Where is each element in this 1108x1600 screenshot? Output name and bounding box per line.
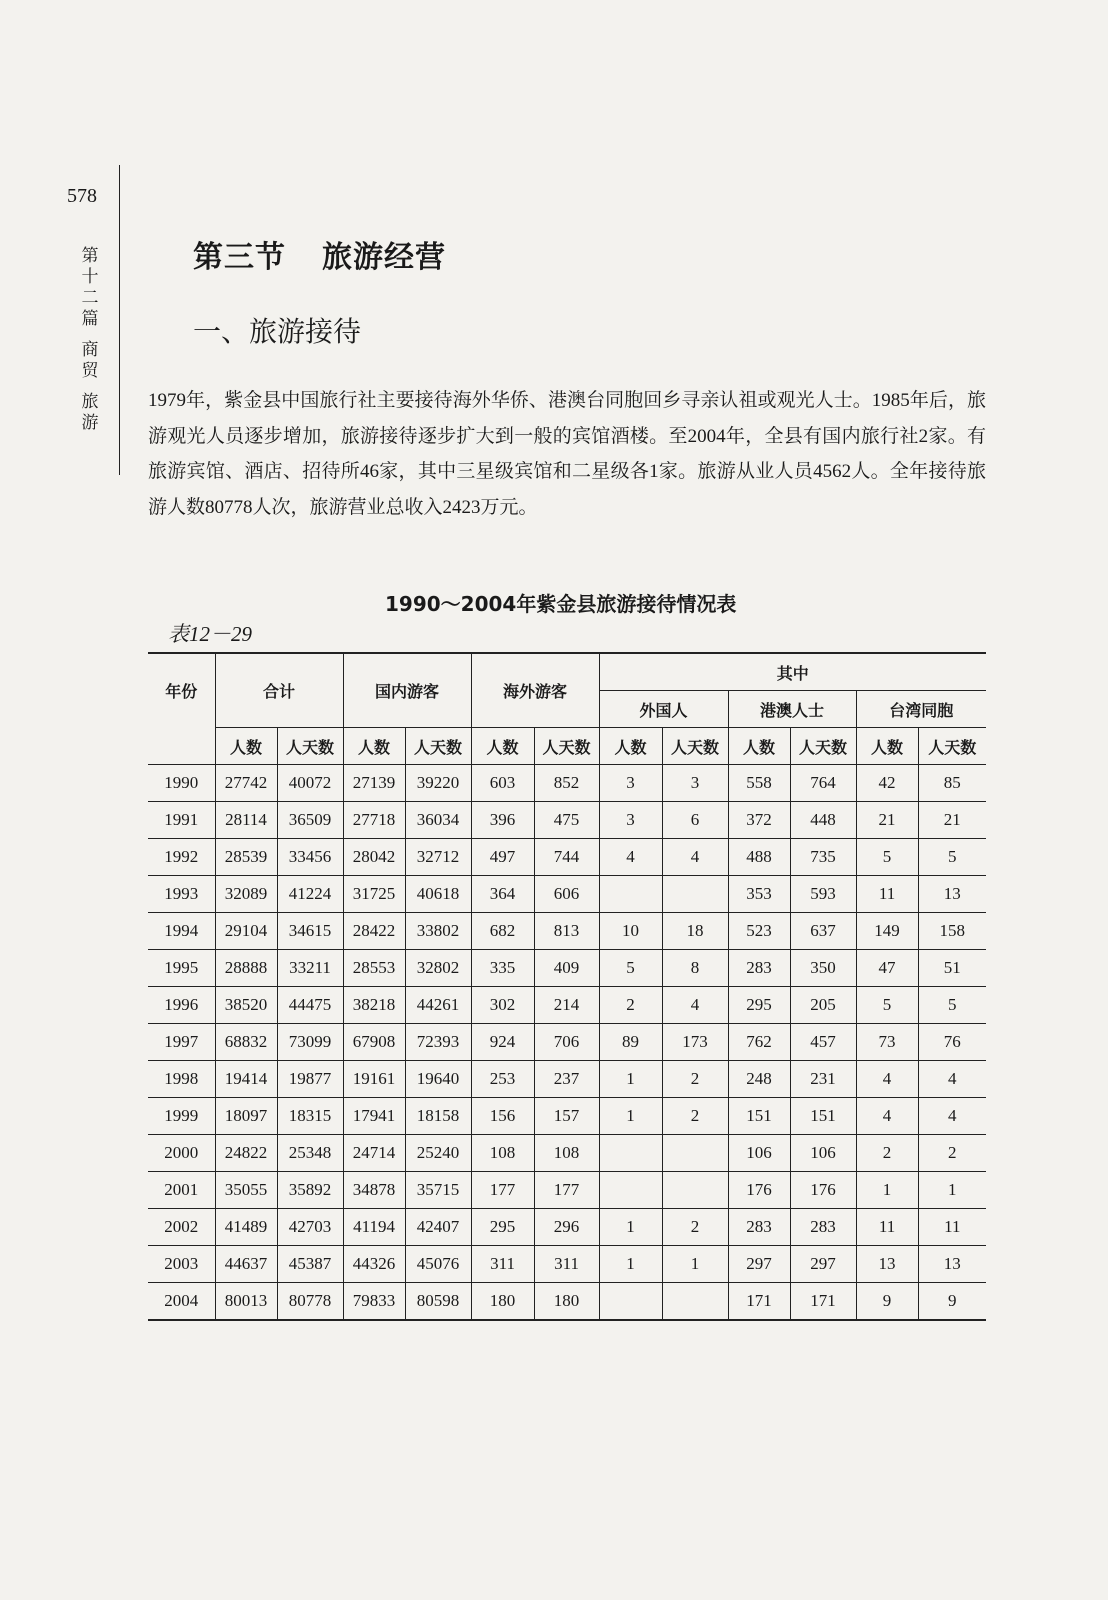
table-cell: 3 <box>662 765 728 802</box>
header-domestic: 国内游客 <box>343 653 471 728</box>
table-cell: 73 <box>856 1024 918 1061</box>
table-cell: 44475 <box>277 987 343 1024</box>
year-cell: 1990 <box>148 765 215 802</box>
table-cell: 4 <box>662 839 728 876</box>
table-cell: 6 <box>662 802 728 839</box>
header-person-days: 人天数 <box>662 728 728 765</box>
table-cell: 42407 <box>405 1209 471 1246</box>
table-cell: 28114 <box>215 802 277 839</box>
table-cell: 45076 <box>405 1246 471 1283</box>
table-cell: 80013 <box>215 1283 277 1321</box>
header-of-which: 其中 <box>599 653 986 691</box>
table-cell: 108 <box>471 1135 534 1172</box>
table-cell: 27139 <box>343 765 405 802</box>
subsection-title: 一、旅游接待 <box>193 315 362 348</box>
table-cell: 85 <box>918 765 986 802</box>
table-row <box>148 839 986 876</box>
table-cell: 151 <box>790 1098 856 1135</box>
table-cell: 44637 <box>215 1246 277 1283</box>
table-cell: 558 <box>728 765 790 802</box>
table-cell: 396 <box>471 802 534 839</box>
table-cell: 248 <box>728 1061 790 1098</box>
running-header-gap <box>78 330 102 340</box>
header-foreigners: 外国人 <box>599 691 728 728</box>
table-cell: 21 <box>856 802 918 839</box>
table-cell: 33211 <box>277 950 343 987</box>
header-year: 年份 <box>148 653 215 728</box>
table-cell: 28422 <box>343 913 405 950</box>
table-cell: 2 <box>662 1209 728 1246</box>
table-cell: 353 <box>728 876 790 913</box>
table-cell <box>662 876 728 913</box>
table-cell: 18315 <box>277 1098 343 1135</box>
table-cell: 106 <box>790 1135 856 1172</box>
table-cell: 11 <box>856 876 918 913</box>
table-cell: 283 <box>790 1209 856 1246</box>
table-cell <box>662 1172 728 1209</box>
table-cell <box>599 1283 662 1321</box>
table-cell: 311 <box>534 1246 599 1283</box>
table-cell: 4 <box>918 1098 986 1135</box>
table-cell: 13 <box>918 876 986 913</box>
table-cell: 34878 <box>343 1172 405 1209</box>
table-cell: 180 <box>471 1283 534 1321</box>
header-persons: 人数 <box>471 728 534 765</box>
table-cell: 28553 <box>343 950 405 987</box>
year-cell: 1996 <box>148 987 215 1024</box>
table-cell: 231 <box>790 1061 856 1098</box>
table-cell: 764 <box>790 765 856 802</box>
table-cell: 25348 <box>277 1135 343 1172</box>
margin-rule <box>119 165 120 475</box>
table-cell: 76 <box>918 1024 986 1061</box>
table-cell: 151 <box>728 1098 790 1135</box>
table-cell: 4 <box>856 1098 918 1135</box>
table-cell: 80598 <box>405 1283 471 1321</box>
table-row <box>148 1283 986 1321</box>
table-cell: 19414 <box>215 1061 277 1098</box>
header-total: 合计 <box>215 653 343 728</box>
table-cell: 42703 <box>277 1209 343 1246</box>
table-cell: 1 <box>599 1098 662 1135</box>
table-row <box>148 802 986 839</box>
header-year-spacer <box>148 728 215 765</box>
header-person-days: 人天数 <box>534 728 599 765</box>
table-row <box>148 1061 986 1098</box>
table-cell: 1 <box>662 1246 728 1283</box>
table-cell: 852 <box>534 765 599 802</box>
table-cell: 606 <box>534 876 599 913</box>
table-cell: 5 <box>856 987 918 1024</box>
table-cell: 4 <box>599 839 662 876</box>
table-cell <box>599 1172 662 1209</box>
year-cell: 1994 <box>148 913 215 950</box>
table-cell: 32802 <box>405 950 471 987</box>
table-cell: 156 <box>471 1098 534 1135</box>
table-cell: 335 <box>471 950 534 987</box>
table-cell: 1 <box>918 1172 986 1209</box>
header-persons: 人数 <box>215 728 277 765</box>
table-cell: 11 <box>918 1209 986 1246</box>
table-cell: 4 <box>918 1061 986 1098</box>
year-cell: 2001 <box>148 1172 215 1209</box>
table-cell: 5 <box>918 987 986 1024</box>
table-cell <box>662 1135 728 1172</box>
table-cell: 19161 <box>343 1061 405 1098</box>
header-persons: 人数 <box>728 728 790 765</box>
table-cell: 297 <box>790 1246 856 1283</box>
table-cell: 41489 <box>215 1209 277 1246</box>
table-cell: 448 <box>790 802 856 839</box>
table-cell: 42 <box>856 765 918 802</box>
table-cell: 1 <box>599 1061 662 1098</box>
table-cell: 2 <box>662 1098 728 1135</box>
year-cell: 2004 <box>148 1283 215 1321</box>
table-row <box>148 765 986 802</box>
table-cell: 475 <box>534 802 599 839</box>
table-cell: 295 <box>728 987 790 1024</box>
table-cell: 18158 <box>405 1098 471 1135</box>
table-cell: 80778 <box>277 1283 343 1321</box>
table-cell: 2 <box>662 1061 728 1098</box>
table-cell: 31725 <box>343 876 405 913</box>
table-cell: 73099 <box>277 1024 343 1061</box>
table-cell: 283 <box>728 1209 790 1246</box>
page-number: 578 <box>67 185 97 207</box>
table-cell: 706 <box>534 1024 599 1061</box>
table-cell: 35892 <box>277 1172 343 1209</box>
table-cell: 149 <box>856 913 918 950</box>
table-row <box>148 1172 986 1209</box>
table-cell: 89 <box>599 1024 662 1061</box>
running-header-char: 旅 <box>81 392 99 412</box>
body-paragraph: 1979年，紫金县中国旅行社主要接待海外华侨、港澳台同胞回乡寻亲认祖或观光人士。1985年后，旅游观光人员逐步增加，旅游接待逐步扩大到一般的宾馆酒楼。至2004年，全县有国内旅行社2家。有旅游宾馆、酒店、招待所46家，其中三星级宾馆和二星级各1家。旅游从业人员4562人。全年接待旅游人数80778人次，旅游营业总收入2423万元。 <box>148 390 986 518</box>
table-cell: 51 <box>918 950 986 987</box>
table-cell: 35715 <box>405 1172 471 1209</box>
table-cell: 311 <box>471 1246 534 1283</box>
tourism-reception-table <box>148 652 986 1321</box>
table-cell: 18 <box>662 913 728 950</box>
table-cell: 44261 <box>405 987 471 1024</box>
running-header-char: 篇 <box>81 309 99 329</box>
table-cell: 13 <box>918 1246 986 1283</box>
table-cell: 457 <box>790 1024 856 1061</box>
table-cell: 157 <box>534 1098 599 1135</box>
table-cell: 350 <box>790 950 856 987</box>
table-cell: 297 <box>728 1246 790 1283</box>
table-cell: 40072 <box>277 765 343 802</box>
table-cell: 603 <box>471 765 534 802</box>
table-cell: 1 <box>856 1172 918 1209</box>
table-cell: 11 <box>856 1209 918 1246</box>
year-cell: 2000 <box>148 1135 215 1172</box>
table-cell: 177 <box>471 1172 534 1209</box>
table-cell: 38218 <box>343 987 405 1024</box>
table-cell: 497 <box>471 839 534 876</box>
table-cell: 18097 <box>215 1098 277 1135</box>
year-cell: 1995 <box>148 950 215 987</box>
table-cell: 29104 <box>215 913 277 950</box>
table-cell: 177 <box>534 1172 599 1209</box>
table-cell: 68832 <box>215 1024 277 1061</box>
table-cell: 158 <box>918 913 986 950</box>
table-row <box>148 1098 986 1135</box>
table-cell: 25240 <box>405 1135 471 1172</box>
header-persons: 人数 <box>856 728 918 765</box>
table-cell: 176 <box>728 1172 790 1209</box>
table-cell <box>599 876 662 913</box>
table-cell: 4 <box>662 987 728 1024</box>
table-cell: 8 <box>662 950 728 987</box>
table-cell: 32712 <box>405 839 471 876</box>
table-cell: 372 <box>728 802 790 839</box>
year-cell: 1997 <box>148 1024 215 1061</box>
header-overseas: 海外游客 <box>471 653 599 728</box>
table-cell: 237 <box>534 1061 599 1098</box>
year-cell: 1992 <box>148 839 215 876</box>
running-header-char: 二 <box>81 288 99 308</box>
header-persons: 人数 <box>343 728 405 765</box>
year-cell: 1991 <box>148 802 215 839</box>
table-cell: 17941 <box>343 1098 405 1135</box>
table-row <box>148 1024 986 1061</box>
year-cell: 1993 <box>148 876 215 913</box>
table-caption: 1990～2004年紫金县旅游接待情况表 <box>385 592 737 616</box>
table-cell: 27742 <box>215 765 277 802</box>
table-cell: 523 <box>728 913 790 950</box>
table-cell: 41224 <box>277 876 343 913</box>
table-cell: 3 <box>599 802 662 839</box>
table-cell: 9 <box>856 1283 918 1321</box>
header-taiwan: 台湾同胞 <box>856 691 986 728</box>
table-cell: 36034 <box>405 802 471 839</box>
table-cell: 253 <box>471 1061 534 1098</box>
table-cell: 19877 <box>277 1061 343 1098</box>
table-cell: 27718 <box>343 802 405 839</box>
running-header-char: 商 <box>81 340 99 360</box>
table-cell: 33456 <box>277 839 343 876</box>
table-cell: 488 <box>728 839 790 876</box>
table-cell: 813 <box>534 913 599 950</box>
table-cell: 173 <box>662 1024 728 1061</box>
running-header <box>78 246 102 434</box>
table-row <box>148 876 986 913</box>
table-body <box>148 765 986 1321</box>
table-row <box>148 1209 986 1246</box>
table-cell <box>662 1283 728 1321</box>
header-person-days: 人天数 <box>405 728 471 765</box>
table-cell: 1 <box>599 1209 662 1246</box>
section-title <box>193 232 446 276</box>
table-cell: 33802 <box>405 913 471 950</box>
table-cell: 79833 <box>343 1283 405 1321</box>
table-cell: 176 <box>790 1172 856 1209</box>
table-cell: 2 <box>856 1135 918 1172</box>
table-cell: 35055 <box>215 1172 277 1209</box>
table-cell: 10 <box>599 913 662 950</box>
table-cell: 44326 <box>343 1246 405 1283</box>
header-person-days: 人天数 <box>790 728 856 765</box>
table-cell: 2 <box>599 987 662 1024</box>
table-row <box>148 1135 986 1172</box>
year-cell: 1998 <box>148 1061 215 1098</box>
table-cell: 106 <box>728 1135 790 1172</box>
table-cell: 47 <box>856 950 918 987</box>
running-header-char: 十 <box>81 267 99 287</box>
table-cell: 735 <box>790 839 856 876</box>
table-cell: 19640 <box>405 1061 471 1098</box>
table-row <box>148 1246 986 1283</box>
table-cell: 28888 <box>215 950 277 987</box>
table-cell: 32089 <box>215 876 277 913</box>
table-cell: 108 <box>534 1135 599 1172</box>
table-cell: 296 <box>534 1209 599 1246</box>
table-cell: 9 <box>918 1283 986 1321</box>
table-cell <box>599 1135 662 1172</box>
table-cell: 924 <box>471 1024 534 1061</box>
table-cell: 34615 <box>277 913 343 950</box>
header-persons: 人数 <box>599 728 662 765</box>
running-header-char: 第 <box>81 246 99 266</box>
running-header-char: 贸 <box>81 361 99 381</box>
table-cell: 36509 <box>277 802 343 839</box>
table-cell: 409 <box>534 950 599 987</box>
table-row <box>148 950 986 987</box>
table-cell: 205 <box>790 987 856 1024</box>
table-cell: 40618 <box>405 876 471 913</box>
table-cell: 744 <box>534 839 599 876</box>
header-person-days: 人天数 <box>918 728 986 765</box>
year-cell: 2003 <box>148 1246 215 1283</box>
table-cell: 28539 <box>215 839 277 876</box>
table-cell: 3 <box>599 765 662 802</box>
table-cell: 5 <box>856 839 918 876</box>
table-cell: 762 <box>728 1024 790 1061</box>
table-cell: 283 <box>728 950 790 987</box>
table-cell: 5 <box>918 839 986 876</box>
table-cell: 24822 <box>215 1135 277 1172</box>
table-cell: 21 <box>918 802 986 839</box>
section-name: 旅游经营 <box>322 240 446 275</box>
year-cell: 1999 <box>148 1098 215 1135</box>
table-cell: 171 <box>790 1283 856 1321</box>
table-cell: 45387 <box>277 1246 343 1283</box>
table-cell: 38520 <box>215 987 277 1024</box>
table-number: 表12－29 <box>168 622 252 646</box>
table-cell: 214 <box>534 987 599 1024</box>
year-cell: 2002 <box>148 1209 215 1246</box>
table-cell: 5 <box>599 950 662 987</box>
table-cell: 39220 <box>405 765 471 802</box>
header-hk-macao: 港澳人士 <box>728 691 856 728</box>
table-cell: 682 <box>471 913 534 950</box>
table-cell: 637 <box>790 913 856 950</box>
table-cell: 13 <box>856 1246 918 1283</box>
table-cell: 593 <box>790 876 856 913</box>
table-row <box>148 987 986 1024</box>
running-header-char: 游 <box>81 413 99 433</box>
header-person-days: 人天数 <box>277 728 343 765</box>
table-cell: 1 <box>599 1246 662 1283</box>
table-cell: 295 <box>471 1209 534 1246</box>
table-cell: 302 <box>471 987 534 1024</box>
table-cell: 180 <box>534 1283 599 1321</box>
table-cell: 41194 <box>343 1209 405 1246</box>
table-cell: 24714 <box>343 1135 405 1172</box>
table-cell: 171 <box>728 1283 790 1321</box>
table-cell: 2 <box>918 1135 986 1172</box>
section-number: 第三节 <box>193 240 286 275</box>
table-row <box>148 913 986 950</box>
table-cell: 72393 <box>405 1024 471 1061</box>
table-cell: 67908 <box>343 1024 405 1061</box>
table-cell: 28042 <box>343 839 405 876</box>
table-cell: 364 <box>471 876 534 913</box>
table-cell: 4 <box>856 1061 918 1098</box>
running-header-gap <box>78 382 102 392</box>
